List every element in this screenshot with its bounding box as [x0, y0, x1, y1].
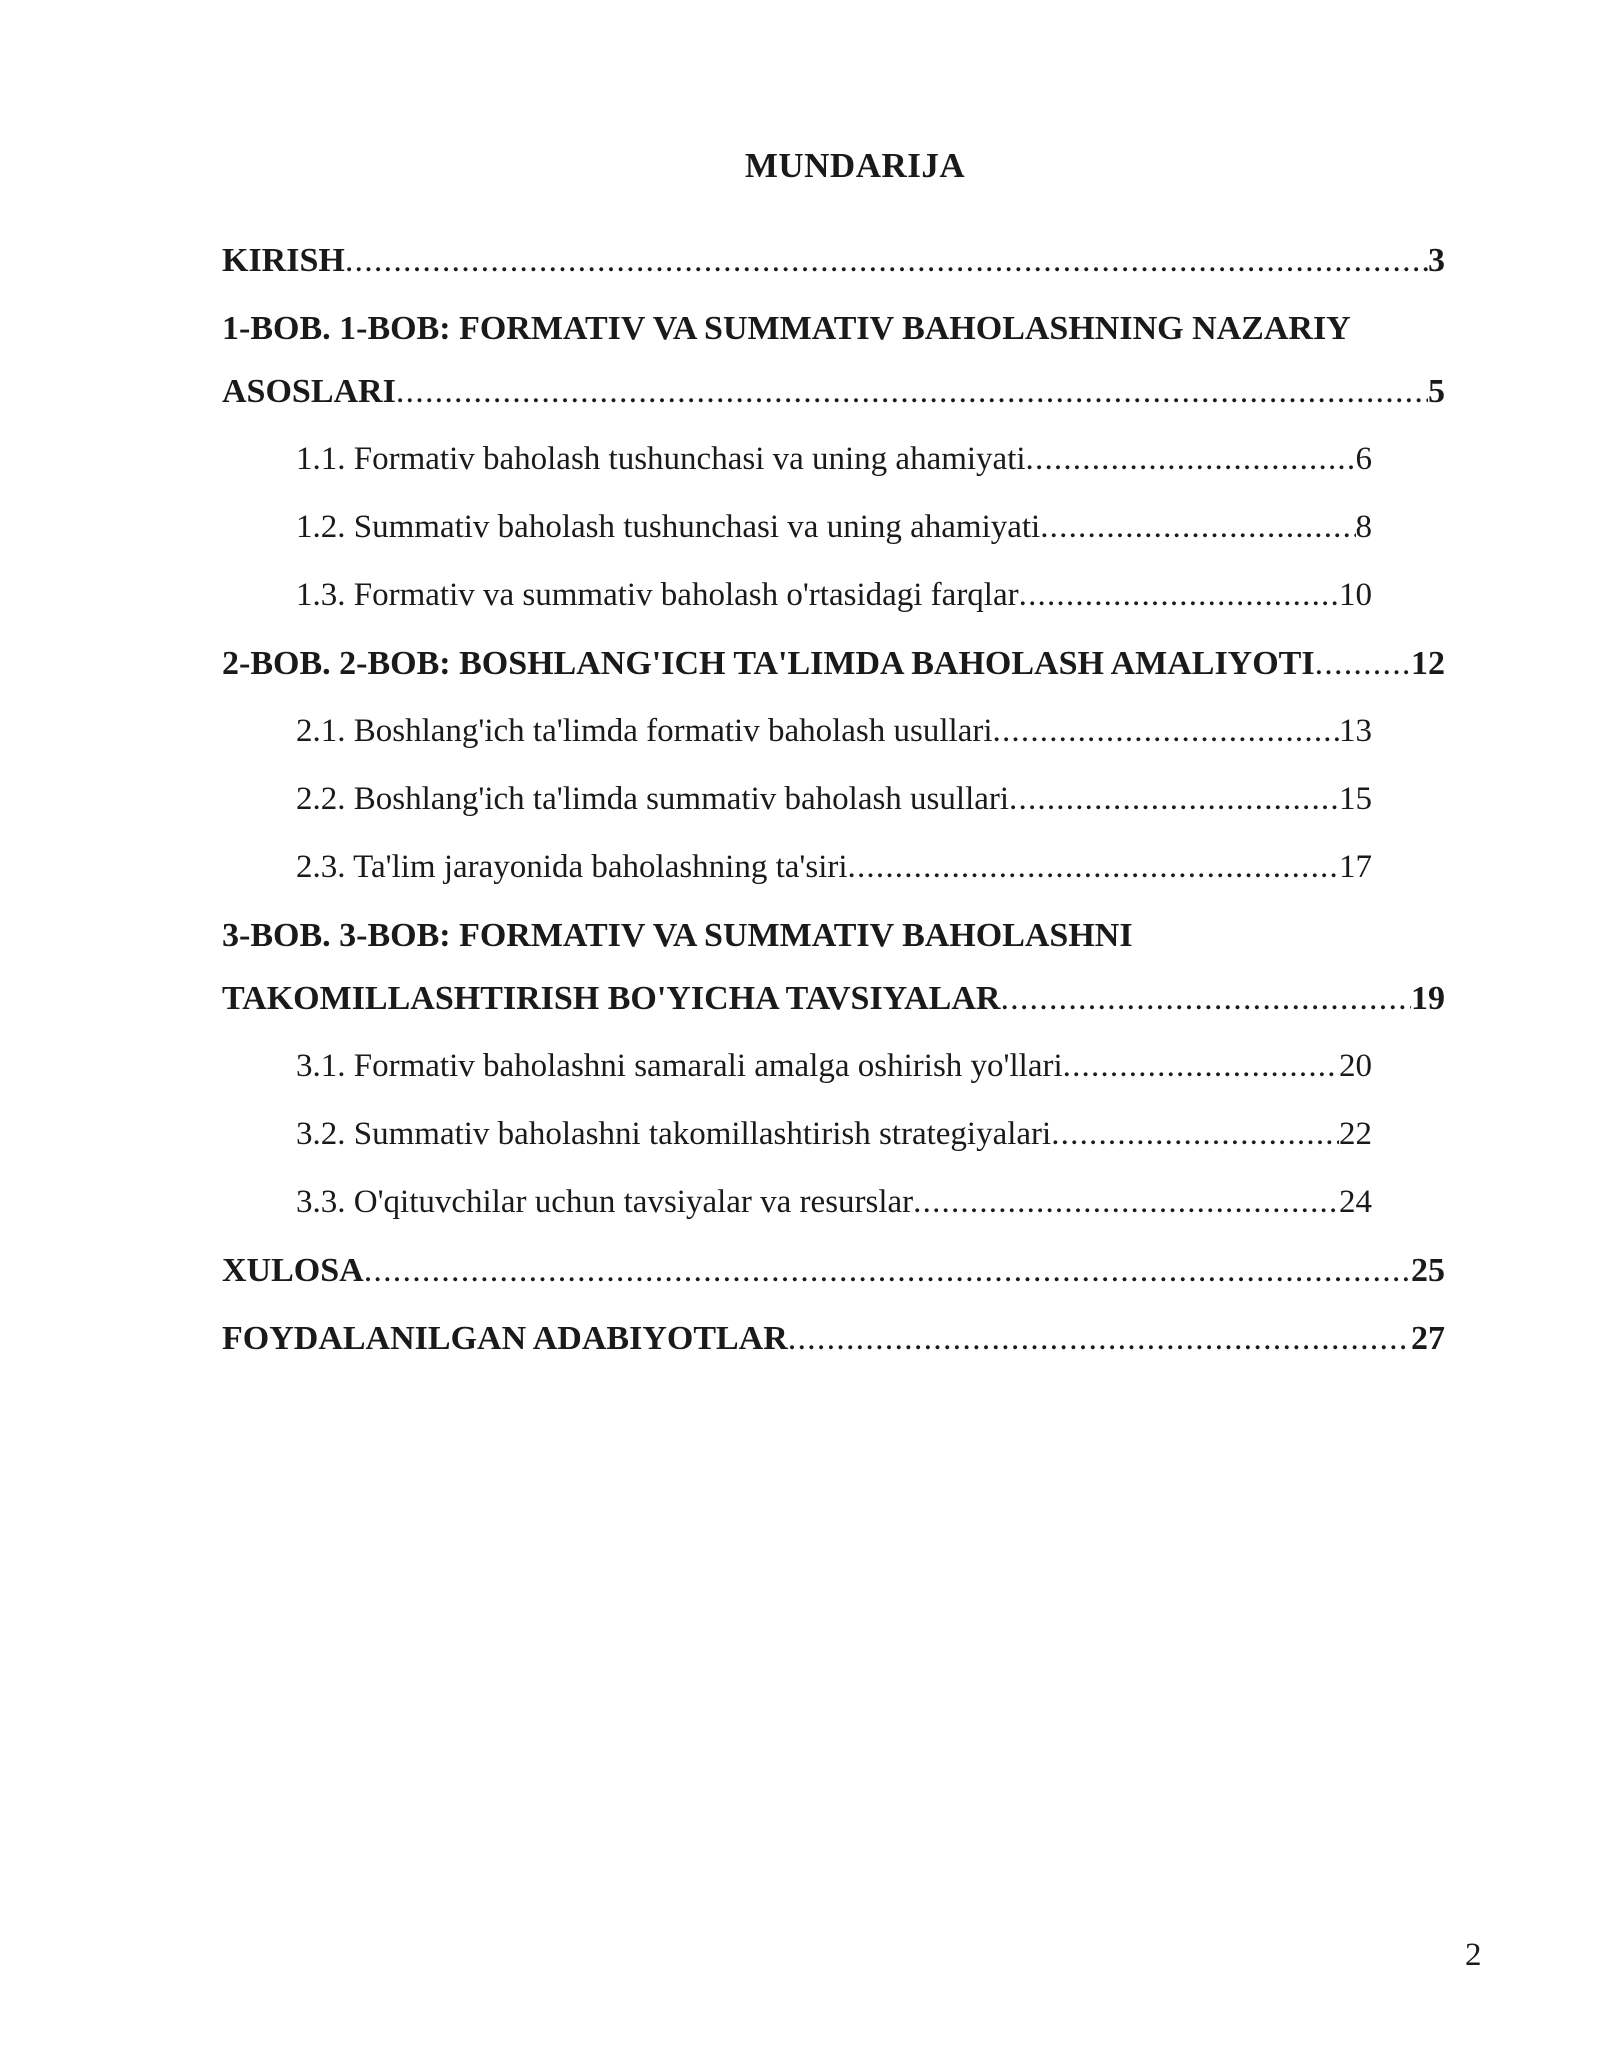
dot-leader [1051, 1116, 1339, 1153]
page-title: MUNDARIJA [744, 146, 966, 185]
toc-page-number: 27 [1411, 1320, 1445, 1357]
dot-leader [1040, 509, 1355, 546]
toc-entry-label: KIRISH [222, 242, 345, 279]
toc-entry-label: 3.2. Summativ baholashni takomillashtirish strategiyalari [296, 1116, 1052, 1152]
toc-entry-kirish[interactable] [222, 242, 1445, 280]
toc-page-number: 20 [1339, 1048, 1372, 1084]
toc-entry-1-3[interactable] [296, 577, 1372, 614]
toc-chapter-3-title-line[interactable]: 3-BOB. 3-BOB: FORMATIV VA SUMMATIV BAHOLASHNI [222, 917, 1133, 954]
dot-leader [1026, 441, 1356, 478]
dot-leader [345, 242, 1428, 280]
toc-page-number: 25 [1411, 1252, 1445, 1289]
dot-leader [396, 373, 1428, 411]
toc-entry-chapter-1[interactable] [222, 373, 1445, 411]
dot-leader [1000, 980, 1411, 1018]
toc-entry-chapter-2[interactable] [222, 645, 1445, 683]
dot-leader [1063, 1048, 1339, 1085]
toc-page-number: 3 [1428, 242, 1445, 279]
toc-entry-label: 1.1. Formativ baholash tushunchasi va uning ahamiyati [296, 441, 1026, 477]
toc-entry-2-1[interactable] [296, 713, 1372, 750]
toc-entry-3-1[interactable] [296, 1048, 1372, 1085]
toc-page-number: 15 [1339, 781, 1372, 817]
toc-page-number: 13 [1339, 713, 1372, 749]
toc-page-number: 19 [1411, 980, 1445, 1017]
toc-entry-label: 2.1. Boshlang'ich ta'limda formativ baholash usullari [296, 713, 993, 749]
dot-leader [913, 1184, 1339, 1221]
toc-entry-label: ASOSLARI [222, 373, 396, 410]
toc-entry-label: 1.3. Formativ va summativ baholash o'rtasidagi farqlar [296, 577, 1019, 613]
toc-entry-label: FOYDALANILGAN ADABIYOTLAR [222, 1320, 788, 1357]
toc-page-number: 10 [1339, 577, 1372, 613]
toc-chapter-1-title-line[interactable]: 1-BOB. 1-BOB: FORMATIV VA SUMMATIV BAHOLASHNING NAZARIY [222, 310, 1351, 347]
toc-page-number: 8 [1355, 509, 1372, 545]
toc-entry-3-2[interactable] [296, 1116, 1372, 1153]
toc-entry-1-1[interactable] [296, 441, 1372, 478]
toc-entry-label: 2.2. Boshlang'ich ta'limda summativ baholash usullari [296, 781, 1010, 817]
dot-leader [848, 849, 1339, 886]
toc-entry-2-2[interactable] [296, 781, 1372, 818]
toc-entry-label: TAKOMILLASHTIRISH BO'YICHA TAVSIYALAR [222, 980, 1001, 1017]
toc-entry-label: 3.1. Formativ baholashni samarali amalga oshirish yo'llari [296, 1048, 1063, 1084]
page-number: 2 [1465, 1937, 1482, 1973]
toc-entry-1-2[interactable] [296, 509, 1372, 546]
toc-entry-label: 2.3. Ta'lim jarayonida baholashning ta'siri [296, 849, 848, 885]
toc-page-number: 6 [1355, 441, 1372, 477]
dot-leader [1315, 645, 1411, 683]
toc-entry-xulosa[interactable] [222, 1252, 1445, 1290]
dot-leader [1009, 781, 1339, 818]
toc-entry-2-3[interactable] [296, 849, 1372, 886]
toc-entry-label: XULOSA [222, 1252, 364, 1289]
dot-leader [364, 1252, 1411, 1290]
dot-leader [788, 1320, 1411, 1358]
toc-entry-chapter-3[interactable] [222, 980, 1445, 1018]
toc-entry-3-3[interactable] [296, 1184, 1372, 1221]
toc-page-number: 24 [1339, 1184, 1372, 1220]
toc-entry-references[interactable] [222, 1320, 1445, 1358]
toc-entry-label: 3.3. O'qituvchilar uchun tavsiyalar va resurslar [296, 1184, 914, 1220]
toc-page-number: 22 [1339, 1116, 1372, 1152]
toc-page-number: 12 [1411, 645, 1445, 682]
toc-entry-label: 2-BOB. 2-BOB: BOSHLANG'ICH TA'LIMDA BAHOLASH AMALIYOTI [222, 645, 1315, 682]
toc-page-number: 5 [1428, 373, 1445, 410]
toc-page-number: 17 [1339, 849, 1372, 885]
toc-entry-label: 1.2. Summativ baholash tushunchasi va uning ahamiyati [296, 509, 1041, 545]
dot-leader [1019, 577, 1339, 614]
dot-leader [993, 713, 1339, 750]
